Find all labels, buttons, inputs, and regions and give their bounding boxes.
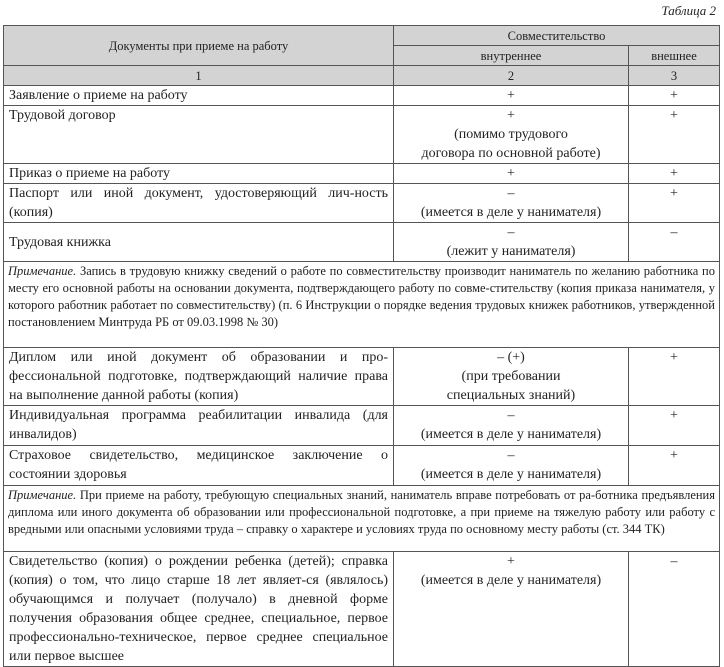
header-external: внешнее xyxy=(629,46,720,66)
documents-table xyxy=(3,25,720,667)
internal-cell xyxy=(394,552,629,667)
table-row xyxy=(4,406,720,446)
header-combination: Совместительство xyxy=(394,26,720,46)
document-cell: Трудовой договор xyxy=(4,106,394,164)
note-row xyxy=(4,486,720,552)
document-cell: Паспорт или иной документ, удостоверяющий лич-ность (копия) xyxy=(4,184,394,223)
document-cell: Свидетельство (копия) о рождении ребенка (детей); справка (копия) о том, что лицо старше 18 лет являет-ся (являлось) обучающимся и получает (получало) в дневной форме получения образования общее среднее, специальное, первое профессионально-техническое, первое среднее специальное или первое высшее xyxy=(4,552,394,667)
internal-cell xyxy=(394,223,629,262)
external-cell: + xyxy=(629,446,720,486)
note-cell xyxy=(4,486,720,552)
note-text: Запись в трудовую книжку сведений о работе по совместительству производит наниматель по желанию работника по месту его основной работы на основании документа, подтверждающего работу по совме-стительству (копия приказа нанимателя, у которого работник работает по совместительству) (п. 6 Инструкции о порядке ведения трудовых книжек работников, утвержденной постановлением Минтруда РБ от 09.03.1998 № 30) xyxy=(8,264,715,329)
document-cell: Трудовая книжка xyxy=(4,223,394,262)
table-row xyxy=(4,184,720,223)
internal-note: (лежит у нанимателя) xyxy=(446,244,576,259)
external-cell: – xyxy=(629,223,720,262)
external-cell: + xyxy=(629,406,720,446)
table-row xyxy=(4,164,720,184)
note-row xyxy=(4,262,720,348)
internal-cell xyxy=(394,184,629,223)
internal-mark: – xyxy=(507,225,515,240)
internal-cell xyxy=(394,106,629,164)
header-num-1: 1 xyxy=(4,66,394,86)
document-cell: Диплом или иной документ об образовании и про-фессиональной подготовке, подтверждающий наличие права на выполнение данной работы (копия) xyxy=(4,348,394,406)
external-cell: + xyxy=(629,348,720,406)
internal-mark: + xyxy=(507,554,515,569)
table-row xyxy=(4,106,720,164)
internal-mark: – xyxy=(507,408,515,423)
internal-cell xyxy=(394,446,629,486)
document-cell: Индивидуальная программа реабилитации инвалида (для инвалидов) xyxy=(4,406,394,446)
internal-note: (имеется в деле у нанимателя) xyxy=(420,467,602,482)
external-cell: + xyxy=(629,164,720,184)
internal-mark: – xyxy=(507,186,515,201)
internal-mark: + xyxy=(507,166,515,181)
table-row xyxy=(4,552,720,667)
table-row xyxy=(4,348,720,406)
table-row xyxy=(4,86,720,106)
note-text: При приеме на работу, требующую специальных знаний, наниматель вправе потребовать от ра-ботника предъявления диплома или иного документа об образовании или профессиональной подготовке, а при приеме на тяжелую работу или работу с вредными или опасными условиями труда – справку о характере и условиях труда по основному месту работы (ст. 344 ТК) xyxy=(8,488,715,536)
internal-cell xyxy=(394,164,629,184)
header-documents: Документы при приеме на работу xyxy=(4,26,394,66)
internal-note: специальных знаний) xyxy=(446,388,576,403)
header-num-2: 2 xyxy=(394,66,629,86)
external-cell: + xyxy=(629,184,720,223)
internal-cell xyxy=(394,406,629,446)
header-internal: внутреннее xyxy=(394,46,629,66)
table-row xyxy=(4,446,720,486)
internal-note: (при требовании xyxy=(461,369,561,384)
internal-note: (имеется в деле у нанимателя) xyxy=(420,573,602,588)
internal-note: (помимо трудового xyxy=(454,127,568,142)
header-num-3: 3 xyxy=(629,66,720,86)
internal-note: договора по основной работе) xyxy=(421,146,601,161)
header-row-1 xyxy=(4,26,720,46)
note-cell xyxy=(4,262,720,348)
internal-mark: + xyxy=(507,108,515,123)
internal-note: (имеется в деле у нанимателя) xyxy=(420,427,602,442)
external-cell: + xyxy=(629,106,720,164)
note-label: Примечание. xyxy=(8,264,77,278)
internal-note: (имеется в деле у нанимателя) xyxy=(420,205,602,220)
header-numbers-row xyxy=(4,66,720,86)
document-cell: Заявление о приеме на работу xyxy=(4,86,394,106)
internal-cell xyxy=(394,348,629,406)
external-cell: + xyxy=(629,86,720,106)
document-cell: Страховое свидетельство, медицинское заключение о состоянии здоровья xyxy=(4,446,394,486)
document-cell: Приказ о приеме на работу xyxy=(4,164,394,184)
table-caption: Таблица 2 xyxy=(661,3,716,18)
note-label: Примечание. xyxy=(8,488,77,502)
internal-mark: – (+) xyxy=(497,350,525,365)
external-cell: – xyxy=(629,552,720,667)
internal-mark: – xyxy=(507,448,515,463)
internal-cell xyxy=(394,86,629,106)
internal-mark: + xyxy=(507,88,515,103)
table-row xyxy=(4,223,720,262)
